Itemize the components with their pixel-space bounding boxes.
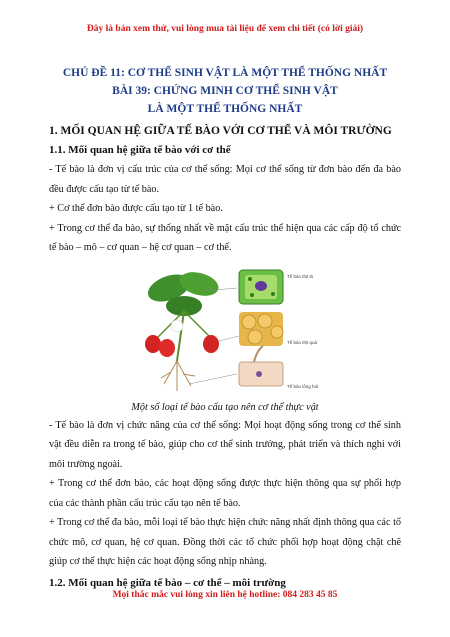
paragraph: + Trong cơ thể đơn bào, các hoạt động sống được thực hiện thông qua sự phối hợp của các thành phần cấu trúc cấu tạo nên tế bào. — [49, 478, 401, 509]
subsection-heading: 1.1. Mối quan hệ giữa tế bào với cơ thể — [49, 144, 231, 156]
paragraph: - Tế bào là đơn vị cấu trúc của cơ thể sống: Mọi cơ thể sống từ đơn bào đến đa bào đều được cấu tạo từ tế bào. — [49, 164, 401, 195]
lesson-title-cont: LÀ MỘT THỂ THỐNG NHẤT — [147, 103, 303, 115]
plant-illustration — [49, 266, 401, 398]
fruit-cell-label: Tế bào thịt quả — [287, 339, 318, 345]
plant-cells-figure — [49, 266, 401, 398]
paragraph: + Trong cơ thể đa bào, sự thống nhất về mặt cấu trúc thể hiện qua các cấp độ tổ chức tế bào – mô – cơ quan – hệ cơ quan – cơ thể. — [49, 222, 401, 253]
preview-notice: Đây là bản xem thử, vui lòng mua tài liệu để xem chi tiết (có lời giải) — [86, 24, 364, 34]
topic-title: CHỦ ĐỀ 11: CƠ THỂ SINH VẬT LÀ MỘT THỂ THỐNG NHẤT — [62, 67, 388, 79]
subsection-heading: 1.2. Mối quan hệ giữa tế bào – cơ thể – môi trường — [49, 576, 286, 589]
root-cell-label: Tế bào lông hút — [287, 383, 319, 389]
document-body — [49, 64, 401, 593]
section-heading: 1. MỐI QUAN HỆ GIỮA TẾ BÀO VỚI CƠ THỂ VÀ MÔI TRƯỜNG — [49, 125, 392, 137]
leaf-cell-label: Tế bào thịt lá — [287, 273, 314, 279]
figure-caption: Một số loại tế bào cấu tạo nên cơ thể thực vật — [131, 401, 319, 413]
paragraph: - Tế bào là đơn vị chức năng của cơ thể sống: Mọi hoạt động sống trong cơ thể sinh vật đều diễn ra trong tế bào, giúp cho cơ thể sinh trưởng, phát triển và thích nghi với môi trường ngoài. — [49, 419, 401, 470]
paragraph: + Cơ thể đơn bào được cấu tạo từ 1 tế bào. — [49, 203, 223, 214]
hotline-notice: Mọi thắc mắc vui lòng xin liên hệ hotline: 084 283 45 85 — [112, 590, 338, 600]
lesson-title: BÀI 39: CHỨNG MINH CƠ THỂ SINH VẬT — [112, 85, 338, 97]
paragraph: + Trong cơ thể đa bào, mỗi loại tế bào thực hiện chức năng nhất định thông qua các tổ chức mô, cơ quan, hệ cơ quan. Đồng thời các tổ chức phối hợp hoạt động chặt chẽ giúp cơ thể thực hiện các hoạt động sống nhịp nhàng. — [49, 517, 401, 567]
